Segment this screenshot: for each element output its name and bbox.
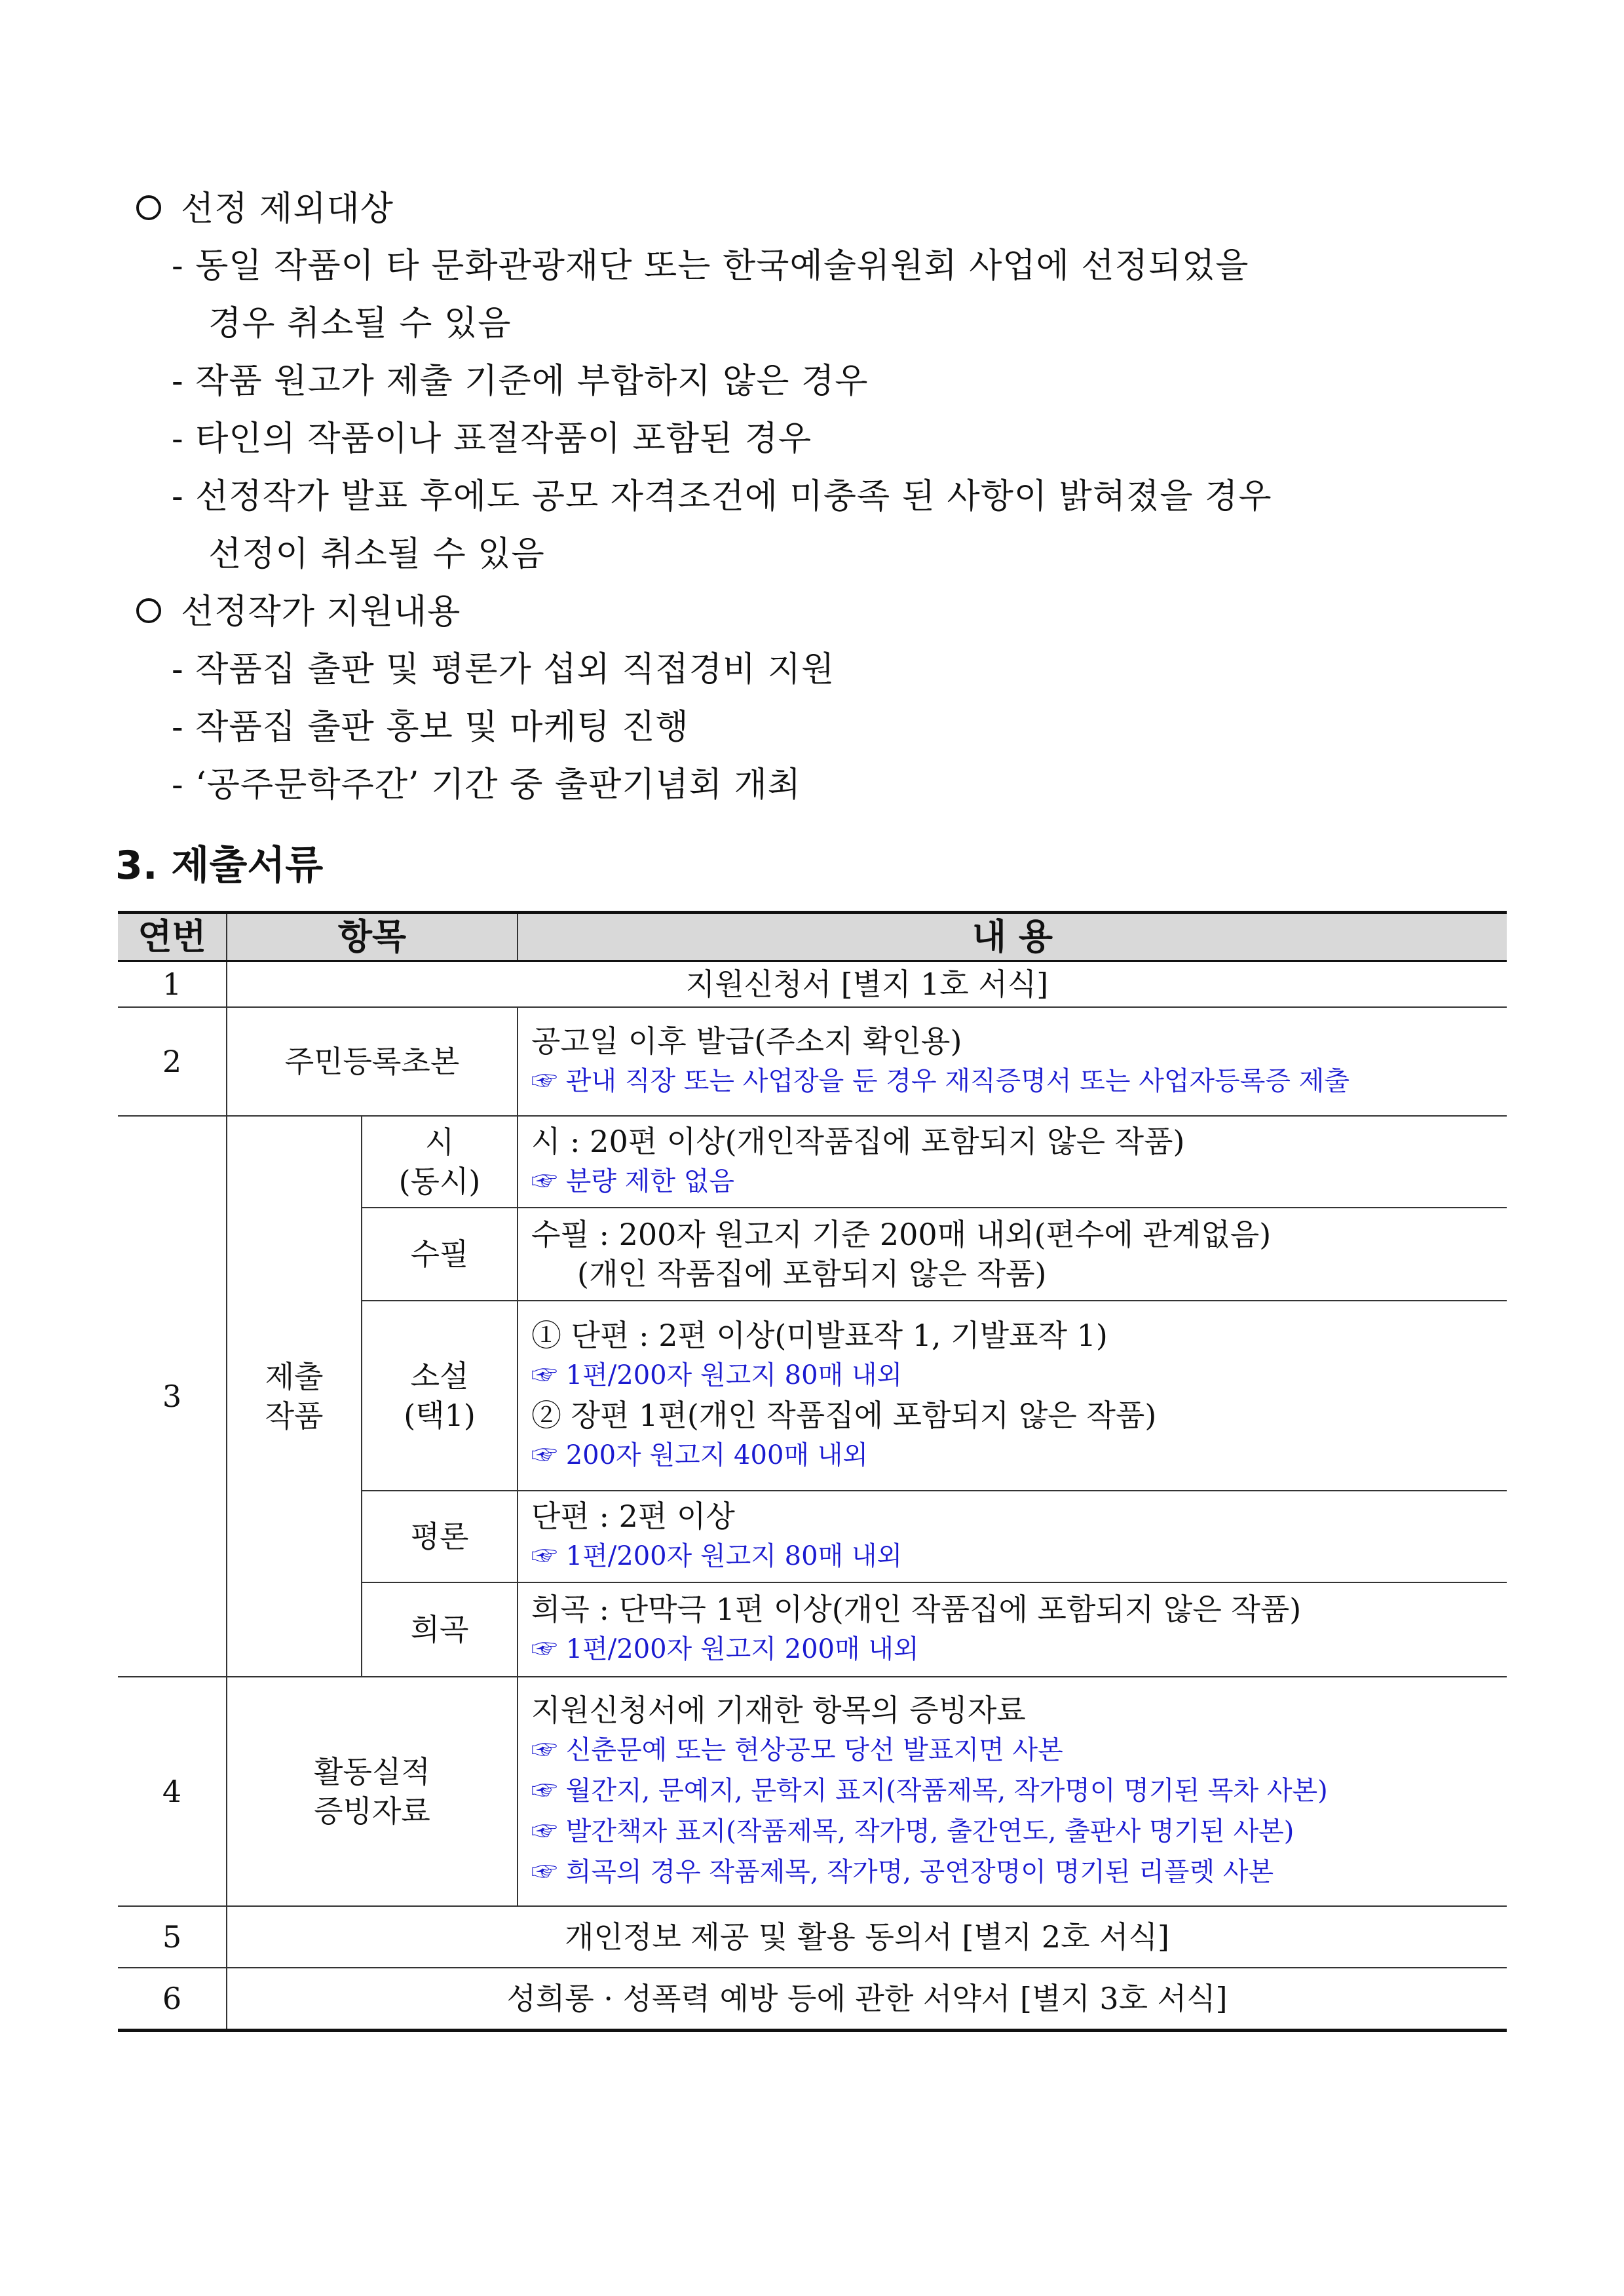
content-text: 희곡 : 단막극 1편 이상(개인 작품집에 포함되지 않은 작품): [531, 1592, 1302, 1627]
section-heading: 3. 제출서류: [115, 843, 324, 889]
row-content: 지원신청서 [별지 1호 서식]: [227, 961, 1507, 1008]
content-note: ☞ 200자 원고지 400매 내외: [531, 1440, 869, 1470]
row-item: 주민등록초본: [227, 1007, 518, 1116]
row-content: [518, 1208, 1507, 1301]
table-row: [118, 961, 1507, 1008]
sub-item-line: 소설: [410, 1358, 469, 1394]
support-item-1: - 작품집 출판 및 평론가 섭외 직접경비 지원: [172, 650, 835, 689]
content-text: (개인 작품집에 포함되지 않은 작품): [577, 1256, 1047, 1292]
exclusion-item-4-cont: 선정이 취소될 수 있음: [208, 535, 545, 574]
header-item: 항목: [227, 913, 518, 961]
exclusion-item-1: - 동일 작품이 타 문화관광재단 또는 한국예술위원회 사업에 선정되었을: [172, 246, 1249, 286]
sub-item-essay: 수필: [362, 1208, 518, 1301]
circle-bullet-icon: [136, 598, 161, 623]
sub-item-drama: 희곡: [362, 1582, 518, 1677]
content-note: ☞ 분량 제한 없음: [531, 1166, 734, 1196]
exclusion-item-4: - 선정작가 발표 후에도 공모 자격조건에 미충족 된 사항이 밝혀졌을 경우: [172, 477, 1272, 516]
exclusion-item-1-cont: 경우 취소될 수 있음: [208, 304, 512, 343]
content-note: ☞ 1편/200자 원고지 200매 내외: [531, 1634, 919, 1664]
sub-item-line: (택1): [404, 1398, 476, 1433]
row-content: [518, 1582, 1507, 1677]
sub-item-novel: [362, 1301, 518, 1491]
content-text: 수필 : 200자 원고지 기준 200매 내외(편수에 관계없음): [531, 1217, 1272, 1252]
header-no: 연번: [118, 913, 227, 961]
table-row: [118, 1007, 1507, 1116]
row-content: [518, 1007, 1507, 1116]
content-text: 단편 : 2편 이상: [531, 1499, 735, 1534]
row-no: 5: [118, 1906, 227, 1968]
sub-item-line: 시: [425, 1124, 455, 1160]
table-row: [118, 1906, 1507, 1968]
exclusion-item-3: - 타인의 작품이나 표절작품이 포함된 경우: [172, 419, 812, 459]
support-title: 선정작가 지원내용: [136, 591, 461, 633]
table-row: [118, 1677, 1507, 1906]
support-item-2: - 작품집 출판 홍보 및 마케팅 진행: [172, 708, 689, 747]
row-content: [518, 1491, 1507, 1582]
row-content: 개인정보 제공 및 활용 동의서 [별지 2호 서식]: [227, 1906, 1507, 1968]
row-item: [227, 1116, 362, 1677]
row-content: [518, 1677, 1507, 1906]
content-text: 지원신청서에 기재한 항목의 증빙자료: [531, 1693, 1026, 1728]
content-note: ☞ 발간책자 표지(작품제목, 작가명, 출간연도, 출판사 명기된 사본): [531, 1816, 1294, 1846]
row-item: [227, 1677, 518, 1906]
content-note: ☞ 1편/200자 원고지 80매 내외: [531, 1360, 903, 1390]
header-content: 내 용: [518, 913, 1507, 961]
table-row: [118, 1968, 1507, 2031]
exclusion-item-2: - 작품 원고가 제출 기준에 부합하지 않은 경우: [172, 362, 869, 401]
item-line: 증빙자료: [314, 1793, 430, 1829]
sub-item-line: (동시): [398, 1164, 481, 1199]
row-no: 2: [118, 1007, 227, 1116]
row-no: 4: [118, 1677, 227, 1906]
content-text: 공고일 이후 발급(주소지 확인용): [531, 1024, 962, 1059]
row-content: [518, 1116, 1507, 1208]
row-no: 3: [118, 1116, 227, 1677]
table-header-row: [118, 913, 1507, 961]
table-row: [118, 1116, 1507, 1208]
content-text: 시 : 20편 이상(개인작품집에 포함되지 않은 작품): [531, 1124, 1185, 1159]
row-content: [518, 1301, 1507, 1491]
row-content: 성희롱 · 성폭력 예방 등에 관한 서약서 [별지 3호 서식]: [227, 1968, 1507, 2031]
support-item-3: - ‘공주문학주간’ 기간 중 출판기념회 개최: [172, 765, 801, 805]
content-note: ☞ 관내 직장 또는 사업장을 둔 경우 재직증명서 또는 사업자등록증 제출: [531, 1066, 1350, 1096]
documents-table: [118, 911, 1507, 2032]
sub-item-poem: [362, 1116, 518, 1208]
circle-bullet-icon: [136, 195, 161, 220]
content-text: ② 장편 1편(개인 작품집에 포함되지 않은 작품): [531, 1398, 1157, 1433]
item-line: 활동실적: [314, 1754, 430, 1789]
sub-item-criticism: 평론: [362, 1491, 518, 1582]
row-no: 1: [118, 961, 227, 1008]
content-note: ☞ 희곡의 경우 작품제목, 작가명, 공연장명이 명기된 리플렛 사본: [531, 1857, 1274, 1887]
content-note: ☞ 월간지, 문예지, 문학지 표지(작품제목, 작가명이 명기된 목차 사본): [531, 1776, 1328, 1806]
content-note: ☞ 신춘문예 또는 현상공모 당선 발표지면 사본: [531, 1735, 1063, 1765]
item-line: 제출: [265, 1359, 324, 1394]
row-no: 6: [118, 1968, 227, 2031]
content-note: ☞ 1편/200자 원고지 80매 내외: [531, 1541, 903, 1571]
content-text: ① 단편 : 2편 이상(미발표작 1, 기발표작 1): [531, 1318, 1108, 1353]
item-line: 작품: [265, 1398, 324, 1434]
exclusion-title: 선정 제외대상: [136, 188, 394, 230]
